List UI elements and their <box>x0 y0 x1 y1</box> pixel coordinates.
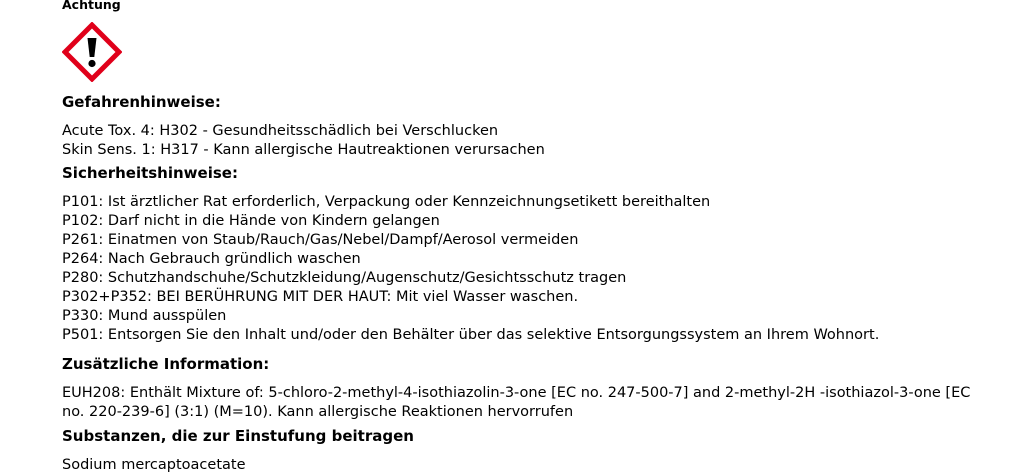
substance-item: Sodium mercaptoacetate <box>62 457 246 473</box>
precautionary-statement: P501: Entsorgen Sie den Inhalt und/oder den Behälter über das selektive Entsorgungssystem an Ihrem Wohnort. <box>62 327 880 343</box>
hazard-statement: Skin Sens. 1: H317 - Kann allergische Hautreaktionen verursachen <box>62 142 545 158</box>
exclamation-dot <box>88 60 95 67</box>
precautionary-statement: P101: Ist ärztlicher Rat erforderlich, Verpackung oder Kennzeichnungsetikett bereithalten <box>62 194 711 210</box>
precautionary-statements-list <box>62 193 992 345</box>
hazard-statement: Acute Tox. 4: H302 - Gesundheitsschädlich bei Verschlucken <box>62 123 499 139</box>
precautionary-statements-heading: Sicherheitshinweise: <box>62 164 238 182</box>
precautionary-statement: P280: Schutzhandschuhe/Schutzkleidung/Augenschutz/Gesichtsschutz tragen <box>62 270 627 286</box>
exclamation-mark-hazard-icon <box>62 22 122 82</box>
signal-word: Achtung <box>62 0 121 12</box>
precautionary-statement: P302+P352: BEI BERÜHRUNG MIT DER HAUT: Mit viel Wasser waschen. <box>62 289 579 305</box>
additional-information-heading: Zusätzliche Information: <box>62 355 270 373</box>
precautionary-statement: P330: Mund ausspülen <box>62 308 227 324</box>
additional-information-text: EUH208: Enthält Mixture of: 5-chloro-2-methyl-4-isothiazolin-3-one [EC no. 247-500-7] and 2-methyl-2H -isothiazol-3-one [EC no. 220-239-6] (3:1) (M=10). Kann allergische Reaktionen hervorrufen <box>62 385 971 420</box>
classification-substances-heading: Substanzen, die zur Einstufung beitragen <box>62 427 414 445</box>
hazard-statements-heading: Gefahrenhinweise: <box>62 93 221 111</box>
precautionary-statement: P264: Nach Gebrauch gründlich waschen <box>62 251 361 267</box>
precautionary-statement: P261: Einatmen von Staub/Rauch/Gas/Nebel/Dampf/Aerosol vermeiden <box>62 232 579 248</box>
hazard-statements-list <box>62 122 992 160</box>
precautionary-statement: P102: Darf nicht in die Hände von Kindern gelangen <box>62 213 440 229</box>
classification-substances-list <box>62 456 992 475</box>
